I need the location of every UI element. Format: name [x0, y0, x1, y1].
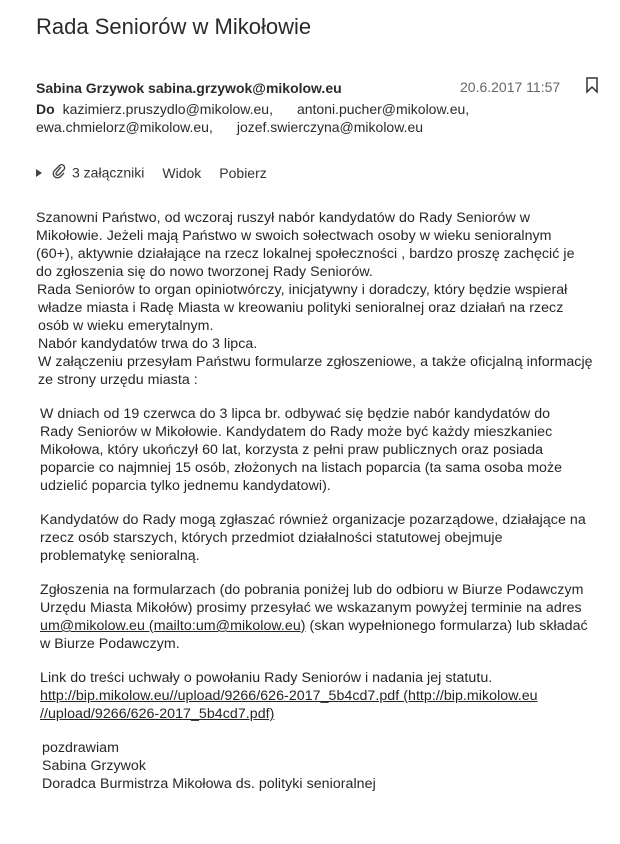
body-line: Link do treści uchwały o powołaniu Rady Seniorów i nadania jej statutu.: [40, 670, 493, 686]
pdf-link[interactable]: //upload/9266/626-2017_5b4cd7.pdf): [40, 706, 275, 722]
body-line: W załączeniu przesyłam Państwu formularze zgłoszeniowe, a także oficjalną informację: [38, 354, 593, 370]
expand-icon[interactable]: [36, 169, 42, 177]
body-line: poparcie co najmniej 15 osób, złożonych na listach poparcia (ta sama osoba może: [40, 460, 563, 476]
download-button[interactable]: Pobierz: [219, 164, 267, 181]
view-button[interactable]: Widok: [162, 164, 202, 181]
recipient[interactable]: kazimierz.pruszydlo@mikolow.eu,: [62, 101, 273, 117]
attachments-bar: [36, 163, 267, 182]
body-line: (60+), aktywnie działające na rzecz lokalnej społeczności , bardzo proszę zachęcić je: [36, 246, 575, 262]
attachments-count[interactable]: 3 załączniki: [72, 164, 145, 181]
body-line: Mikołowa, który ukończył 60 lat, korzysta z pełni praw publicznych oraz posiada: [40, 442, 544, 458]
signature-title: Doradca Burmistrza Mikołowa ds. polityki senioralnej: [42, 776, 376, 792]
body-line: władze miasta i Radę Miasta w kreowaniu polityki senioralnej oraz działań na rzecz: [38, 300, 564, 316]
body-line: Rady Seniorów w Mikołowie. Kandydatem do Rady może być każdy mieszkaniec: [40, 424, 553, 440]
body-line: udzielić poparcia tylko jednemu kandydatowi).: [40, 478, 331, 494]
body-line: Nabór kandydatów trwa do 3 lipca.: [38, 336, 258, 352]
body-line: Szanowni Państwo, od wczoraj ruszył nabór kandydatów do Rady Seniorów w: [36, 210, 531, 226]
body-line: ze strony urzędu miasta :: [38, 372, 198, 388]
email-link[interactable]: um@mikolow.eu (mailto:um@mikolow.eu): [40, 618, 306, 634]
body-line: W dniach od 19 czerwca do 3 lipca br. odbywać się będzie nabór kandydatów do: [40, 406, 551, 422]
email-subject: Rada Seniorów w Mikołowie: [36, 14, 312, 39]
body-line: w Biurze Podawczym.: [40, 636, 180, 652]
recipient[interactable]: ewa.chmielorz@mikolow.eu,: [36, 119, 213, 135]
body-line: Kandydatów do Rady mogą zgłaszać również organizacje pozarządowe, działające na: [40, 512, 586, 528]
body-line: Mikołowie. Jeżeli mają Państwo w swoich sołectwach osoby w wieku senioralnym: [36, 228, 552, 244]
body-text: (skan wypełnionego formularza) lub składać: [305, 618, 588, 634]
pdf-link[interactable]: http://bip.mikolow.eu//upload/9266/626-2017_5b4cd7.pdf (http://bip.mikolow.eu: [40, 688, 538, 704]
body-line: problematykę senioralną.: [40, 548, 200, 564]
sender[interactable]: Sabina Grzywok sabina.grzywok@mikolow.eu: [36, 80, 342, 96]
recipient[interactable]: jozef.swierczyna@mikolow.eu: [236, 119, 424, 135]
signature-greeting: pozdrawiam: [42, 740, 119, 756]
body-line: Urzędu Miasta Mikołów) prosimy przesyłać we wskazanym powyżej terminie na adres: [40, 600, 582, 616]
body-line: rzecz osób starszych, których przedmiot działalności statutowej obejmuje: [40, 530, 503, 546]
body-line: [40, 618, 588, 634]
email-date: 20.6.2017 11:57: [460, 79, 561, 95]
body-line: Zgłoszenia na formularzach (do pobrania poniżej lub do odbioru w Biurze Podawczym: [40, 582, 584, 598]
to-label: Do: [36, 101, 55, 117]
body-line: do zgłoszenia się do nowo tworzonej Rady Seniorów.: [36, 264, 373, 280]
recipient[interactable]: antoni.pucher@mikolow.eu,: [296, 101, 470, 117]
body-line: osób w wieku emerytalnym.: [38, 318, 214, 334]
body-line: Rada Seniorów to organ opiniotwórczy, inicjatywny i doradczy, który będzie wspierał: [37, 282, 568, 298]
paperclip-icon: [52, 163, 66, 182]
bookmark-icon[interactable]: [585, 77, 599, 94]
recipients-line-2: [36, 119, 423, 135]
recipients-line-1: [36, 101, 469, 117]
signature-name: Sabina Grzywok: [42, 758, 146, 774]
